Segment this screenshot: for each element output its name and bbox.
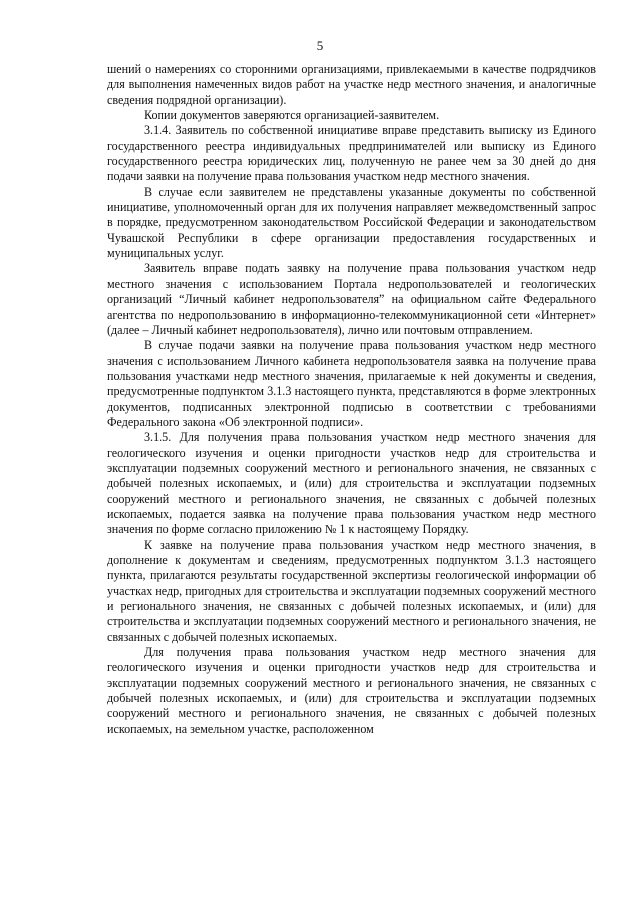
- paragraph-continuation: шений о намерениях со сторонними организациями, привлекаемыми в качестве подрядчиков для выполнения намеченных видов работ на участке недр местного значения, и аналогичные сведения подрядной организации).: [107, 62, 596, 107]
- document-body: [107, 62, 596, 737]
- paragraph-submission-methods: Заявитель вправе подать заявку на получение права пользования участком недр местного значения с использованием Портала недропользователей и геологических организаций “Личный кабинет недропользователя” на официальном сайте Федерального агентства по недропользованию в информационно-телекоммуникационной сети «Интернет» (далее – Личный кабинет недропользователя), лично или почтовым отправлением.: [107, 261, 596, 337]
- paragraph-copies-note: Копии документов заверяются организацией-заявителем.: [144, 108, 440, 123]
- paragraph-3-1-5: 3.1.5. Для получения права пользования участком недр местного значения для геологического изучения и оценки пригодности участков недр для строительства и эксплуатации подземных сооружений местного и регионального значения, не связанных с добычей полезных ископаемых, и (или) для строительства и эксплуатации подземных сооружений местного и регионального значения, не связанных с добычей полезных ископаемых, подается заявка на получение права пользования участком недр местного значения по форме согласно приложению № 1 к настоящему Порядку.: [107, 430, 596, 537]
- paragraph-3-1-4: 3.1.4. Заявитель по собственной инициативе вправе представить выписку из Единого государственного реестра индивидуальных предпринимателей или выписку из Единого государственного реестра юридических лиц, полученную не ранее чем за 30 дней до дня подачи заявки на получение права пользования участком недр местного значения.: [107, 123, 596, 184]
- paragraph-expertise-attachment: К заявке на получение права пользования участком недр местного значения, в дополнение к документам и сведениям, предусмотренных подпунктом 3.1.3 настоящего пункта, прилагаются результаты государственной экспертизы геологической информации об участках недр, пригодных для строительства и эксплуатации подземных сооружений местного и регионального значения, не связанных с добычей полезных ископаемых, и (или) для строительства и эксплуатации подземных сооружений местного и регионального значения, не связанных с добычей полезных ископаемых.: [107, 537, 597, 644]
- paragraph-land-plot: Для получения права пользования участком недр местного значения для геологического изучения и оценки пригодности участков недр для строительства и эксплуатации подземных сооружений местного и регионального значения, не связанных с добычей полезных ископаемых, и (или) для строительства и эксплуатации подземных сооружений местного и регионального значения, не связанных с добычей полезных ископаемых, на земельном участке, расположенном: [107, 645, 596, 736]
- page-number: 5: [316, 38, 324, 53]
- paragraph-electronic-submission: В случае подачи заявки на получение права пользования участком недр местного значения с использованием Личного кабинета недропользователя заявка на получение права пользования участками недр местного значения, прилагаемые к ней документы и сведения, предусмотренные подпунктом 3.1.3 настоящего пункта, представляются в форме электронных документов, подписанных электронной подписью в соответствии с требованиями Федерального закона «Об электронной подписи».: [107, 338, 596, 429]
- paragraph-interagency-request: В случае если заявителем не представлены указанные документы по собственной инициативе, уполномоченный орган для их получения направляет межведомственный запрос в порядке, предусмотренном законодательством Российской Федерации и законодательством Чувашской Республики в сфере организации предоставления государственных и муниципальных услуг.: [107, 184, 596, 261]
